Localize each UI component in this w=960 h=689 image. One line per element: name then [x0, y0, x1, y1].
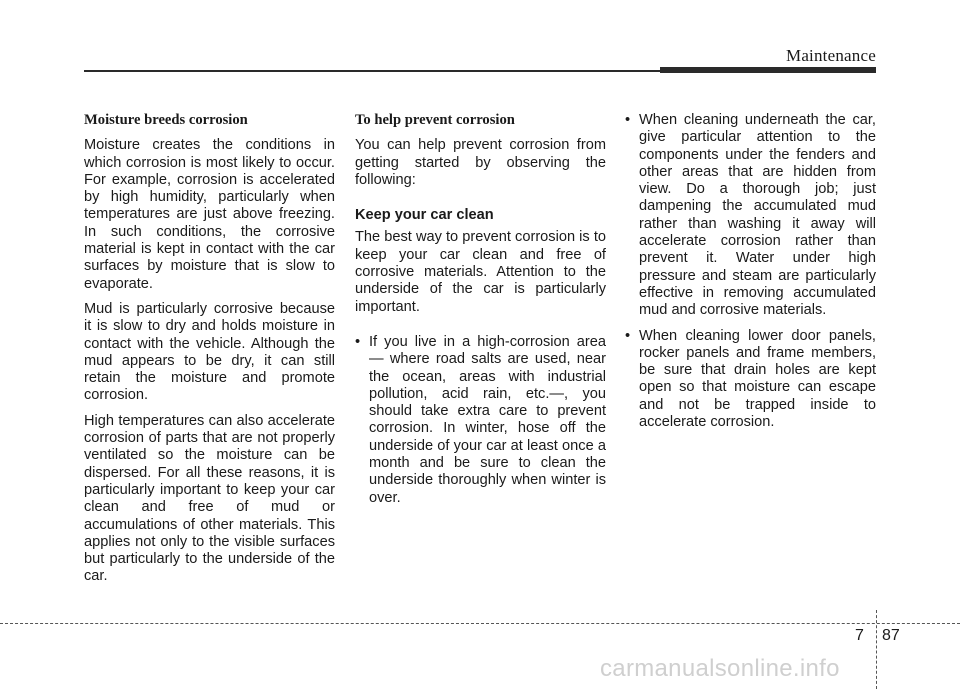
bullet-icon: •	[355, 333, 361, 350]
column-3	[625, 112, 876, 439]
column-2	[355, 112, 606, 515]
subheading-keep-your-car-clean: Keep your car clean	[355, 207, 494, 224]
paragraph: Moisture creates the conditions in which corrosion is most likely to occur. For example, corrosion is accelerated by high humidity, particularly when temperatures are just above freezing. In such conditions, the corrosive material is kept in contact with the car surfaces by moisture that is slow to evaporate.	[84, 137, 335, 292]
paragraph: The best way to prevent corrosion is to keep your car clean and free of corrosive materials. Attention to the underside of the car is particularly important.	[355, 229, 606, 315]
list-item	[625, 328, 876, 432]
header-rule-thick	[660, 67, 876, 73]
section-title: Maintenance	[786, 46, 876, 65]
list-item-text: When cleaning underneath the car, give particular attention to the components under the fenders and other areas that are hidden from view. Do a thorough job; just dampening the accumulated mud rather than washing it away will accelerate corrosion rather than prevent it. Water under high pressure and steam are particularly effective in removing accumulated mud and corrosive materials.	[639, 112, 876, 319]
watermark: carmanualsonline.info	[600, 655, 840, 682]
page-number: 87	[882, 627, 900, 644]
chapter-number: 7	[855, 627, 864, 644]
header-rule-thin	[84, 70, 660, 72]
column-1	[84, 112, 335, 594]
footer-divider	[876, 610, 877, 689]
paragraph: You can help prevent corrosion from getting started by observing the following:	[355, 137, 606, 188]
bullet-list	[355, 334, 606, 507]
list-item-text: If you live in a high-corrosion area — where road salts are used, near the ocean, areas with industrial pollution, acid rain, etc.—, you should take extra care to prevent corrosion. In winter, hose off the underside of your car at least once a month and be sure to clean the underside thoroughly when winter is over.	[369, 333, 606, 506]
list-item	[355, 334, 606, 507]
list-item-text: When cleaning lower door panels, rocker panels and frame members, be sure that drain holes are kept open so that moisture can escape and not be trapped inside to accelerate corrosion.	[639, 327, 876, 431]
footer-rule	[0, 623, 960, 624]
bullet-icon: •	[625, 112, 631, 128]
paragraph: High temperatures can also accelerate corrosion of parts that are not properly ventilated so the moisture can be dispersed. For all these reasons, it is particularly important to keep your car clean and free of mud or accumulations of other materials. This applies not only to the visible surfaces but particularly to the underside of the car.	[84, 412, 335, 585]
heading-to-help-prevent-corrosion: To help prevent corrosion	[355, 112, 515, 128]
list-item	[625, 112, 876, 320]
bullet-list	[625, 112, 876, 431]
bullet-icon: •	[625, 327, 631, 344]
paragraph: Mud is particularly corrosive because it is slow to dry and holds moisture in contact with the vehicle. Although the mud appears to be dry, it can still retain the moisture and promote corrosion.	[84, 300, 335, 404]
heading-moisture-breeds-corrosion: Moisture breeds corrosion	[84, 112, 248, 128]
